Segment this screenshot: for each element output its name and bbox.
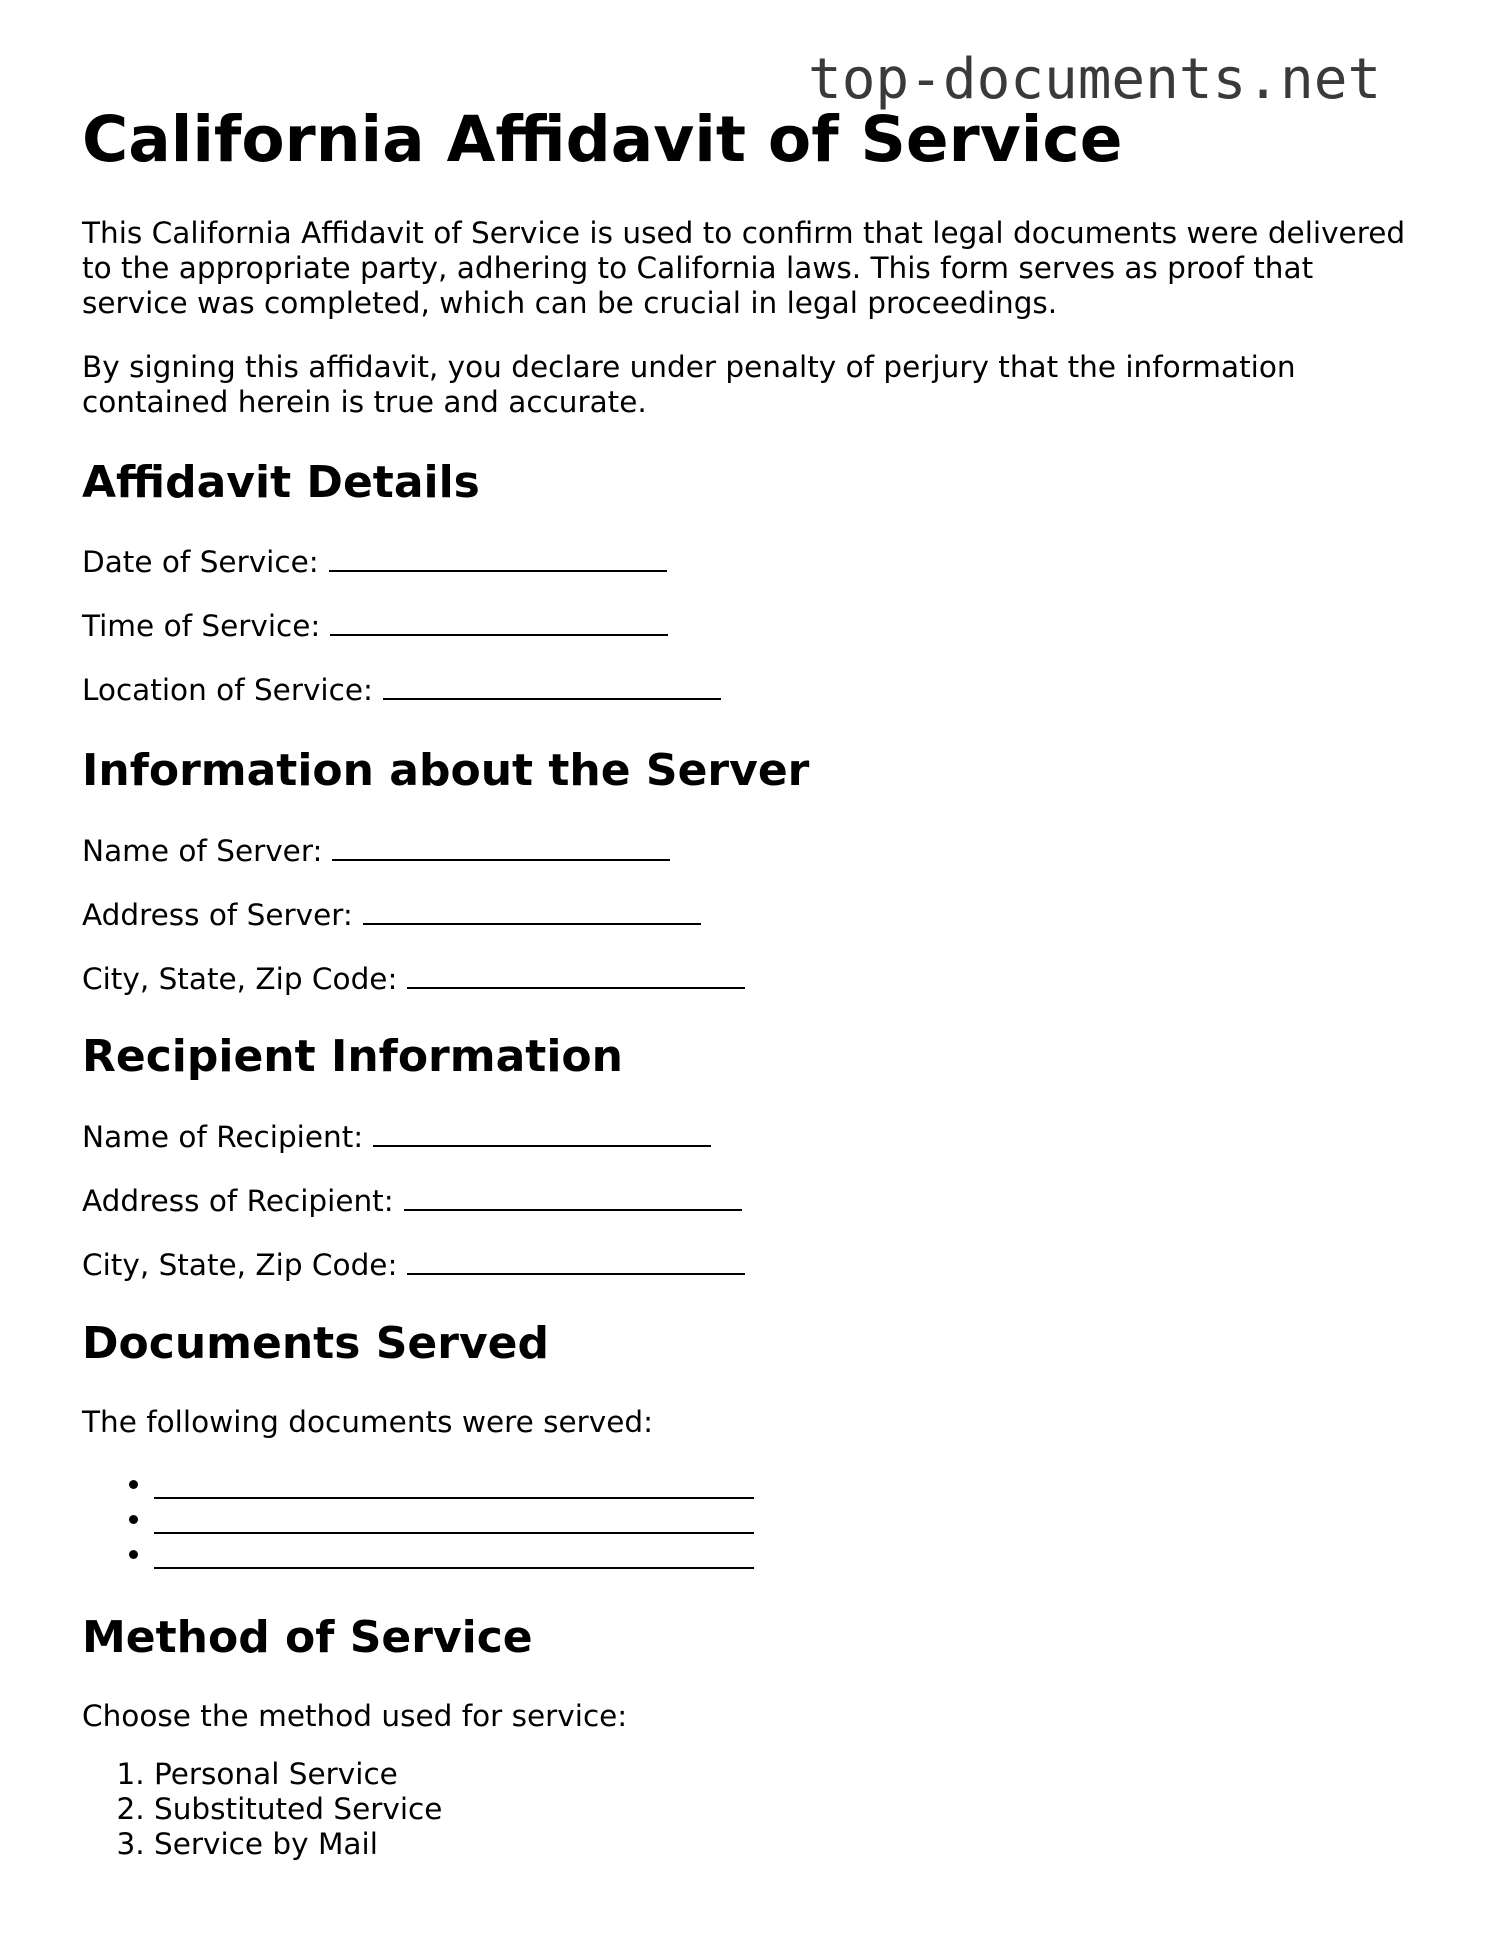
documents-served-list (82, 1467, 754, 1572)
recipient-info-heading: Recipient Information (82, 1031, 623, 1082)
intro-paragraph-2: By signing this affidavit, you declare under penalty of perjury that the information contained herein is true and accurate. (82, 350, 1296, 419)
document-blank-item (154, 1537, 754, 1572)
server-info-heading: Information about the Server (82, 745, 810, 796)
name-of-recipient-field (82, 1119, 711, 1155)
name-of-server-blank[interactable] (332, 833, 670, 861)
address-of-recipient-label: Address of Recipient: (82, 1184, 394, 1218)
location-of-service-label: Location of Service: (82, 673, 373, 707)
name-of-server-label: Name of Server: (82, 834, 323, 868)
name-of-server-field (82, 833, 670, 869)
recipient-city-state-zip-field (82, 1247, 745, 1283)
method-of-service-heading: Method of Service (82, 1612, 533, 1663)
address-of-server-label: Address of Server: (82, 898, 353, 932)
time-of-service-label: Time of Service: (82, 609, 321, 643)
address-of-server-field (82, 897, 701, 933)
document-blank-item (154, 1467, 754, 1502)
document-title: California Affidavit of Service (82, 103, 1123, 176)
recipient-city-state-zip-label: City, State, Zip Code: (82, 1248, 398, 1282)
method-option-mail: 3. Service by Mail (154, 1827, 442, 1862)
date-of-service-blank[interactable] (329, 544, 667, 572)
method-option-substituted: 2. Substituted Service (154, 1792, 442, 1827)
name-of-recipient-blank[interactable] (373, 1119, 711, 1147)
method-of-service-list (82, 1757, 442, 1862)
name-of-recipient-label: Name of Recipient: (82, 1120, 364, 1154)
documents-served-heading: Documents Served (82, 1318, 549, 1369)
affidavit-details-heading: Affidavit Details (82, 457, 480, 508)
method-of-service-intro: Choose the method used for service: (82, 1699, 628, 1733)
location-of-service-field (82, 672, 721, 708)
address-of-server-blank[interactable] (363, 897, 701, 925)
document-blank-line[interactable] (154, 1467, 754, 1499)
document-blank-line[interactable] (154, 1537, 754, 1569)
address-of-recipient-blank[interactable] (404, 1183, 742, 1211)
method-option-personal: 1. Personal Service (154, 1757, 442, 1792)
date-of-service-label: Date of Service: (82, 545, 319, 579)
server-city-state-zip-label: City, State, Zip Code: (82, 962, 398, 996)
document-blank-line[interactable] (154, 1502, 754, 1534)
location-of-service-blank[interactable] (383, 672, 721, 700)
watermark: top-documents.net (808, 47, 1382, 112)
date-of-service-field (82, 544, 667, 580)
recipient-city-state-zip-blank[interactable] (407, 1247, 745, 1275)
address-of-recipient-field (82, 1183, 742, 1219)
time-of-service-blank[interactable] (330, 608, 668, 636)
document-blank-item (154, 1502, 754, 1537)
documents-served-intro: The following documents were served: (82, 1405, 654, 1439)
server-city-state-zip-blank[interactable] (407, 961, 745, 989)
time-of-service-field (82, 608, 668, 644)
intro-paragraph-1: This California Affidavit of Service is used to confirm that legal documents were delivered to the appropriate party, adhering to California laws. This form serves as proof that service was completed, which can be crucial in legal proceedings. (82, 216, 1406, 320)
server-city-state-zip-field (82, 961, 745, 997)
